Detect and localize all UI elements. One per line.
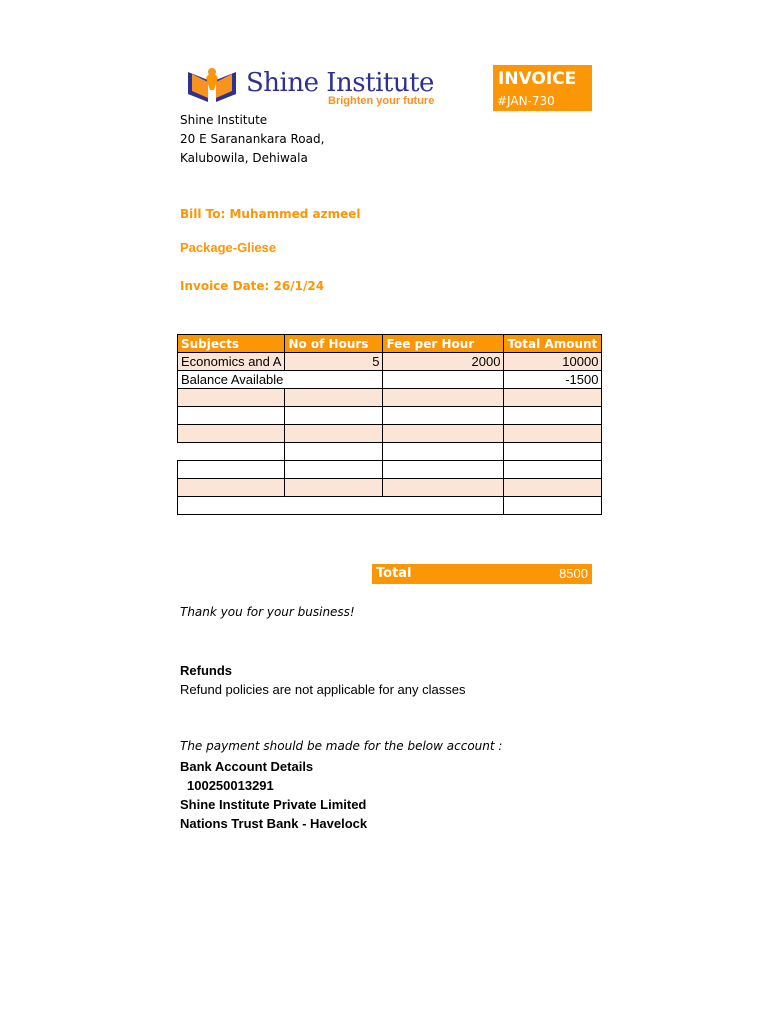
cell-fee: 2000 [383, 353, 504, 371]
cell-subject: Balance Available [178, 371, 383, 389]
header-hours: No of Hours [285, 335, 383, 353]
table-row [178, 479, 602, 497]
payment-note: The payment should be made for the below account : [180, 739, 503, 753]
table-row [178, 389, 602, 407]
header-fee: Fee per Hour [383, 335, 504, 353]
refunds-text: Refund policies are not applicable for any classes [180, 682, 466, 697]
package-name: Package-Gliese [180, 240, 277, 255]
cell-subject: Economics and A [178, 353, 285, 371]
total-bar [372, 564, 592, 584]
address-line2: Kalubowila, Dehiwala [180, 151, 308, 165]
table-row [178, 371, 602, 389]
bank-account-number: 100250013291 [187, 778, 274, 793]
bill-to: Bill To: Muhammed azmeel [180, 207, 361, 221]
cell-amount: -1500 [504, 371, 602, 389]
invoice-date: Invoice Date: 26/1/24 [180, 279, 325, 293]
table-row [178, 407, 602, 425]
cell-hours: 5 [285, 353, 383, 371]
table-row [178, 497, 602, 515]
header-subjects: Subjects [178, 335, 285, 353]
thanks-message: Thank you for your business! [180, 605, 355, 619]
invoice-number: #JAN-730 [497, 94, 555, 108]
book-logo-icon [184, 64, 240, 104]
cell-fee [383, 371, 504, 389]
invoice-table [177, 334, 602, 515]
total-label: Total [376, 566, 412, 581]
table-row [178, 425, 602, 443]
table-row [178, 461, 602, 479]
total-value: 8500 [559, 566, 588, 581]
company-tagline: Brighten your future [328, 95, 435, 107]
invoice-title: INVOICE [498, 69, 577, 89]
header-total: Total Amount [504, 335, 602, 353]
invoice-badge [493, 65, 592, 111]
table-header-row [178, 335, 602, 353]
bank-name: Nations Trust Bank - Havelock [180, 816, 368, 831]
cell-amount: 10000 [504, 353, 602, 371]
refunds-title: Refunds [180, 663, 232, 678]
table-row [178, 443, 602, 461]
address-line1: 20 E Saranankara Road, [180, 132, 325, 146]
account-holder: Shine Institute Private Limited [180, 797, 367, 812]
bank-details-title: Bank Account Details [180, 759, 314, 774]
table-row [178, 353, 602, 371]
address-name: Shine Institute [180, 113, 268, 127]
company-logo-name: Shine Institute [246, 68, 434, 98]
